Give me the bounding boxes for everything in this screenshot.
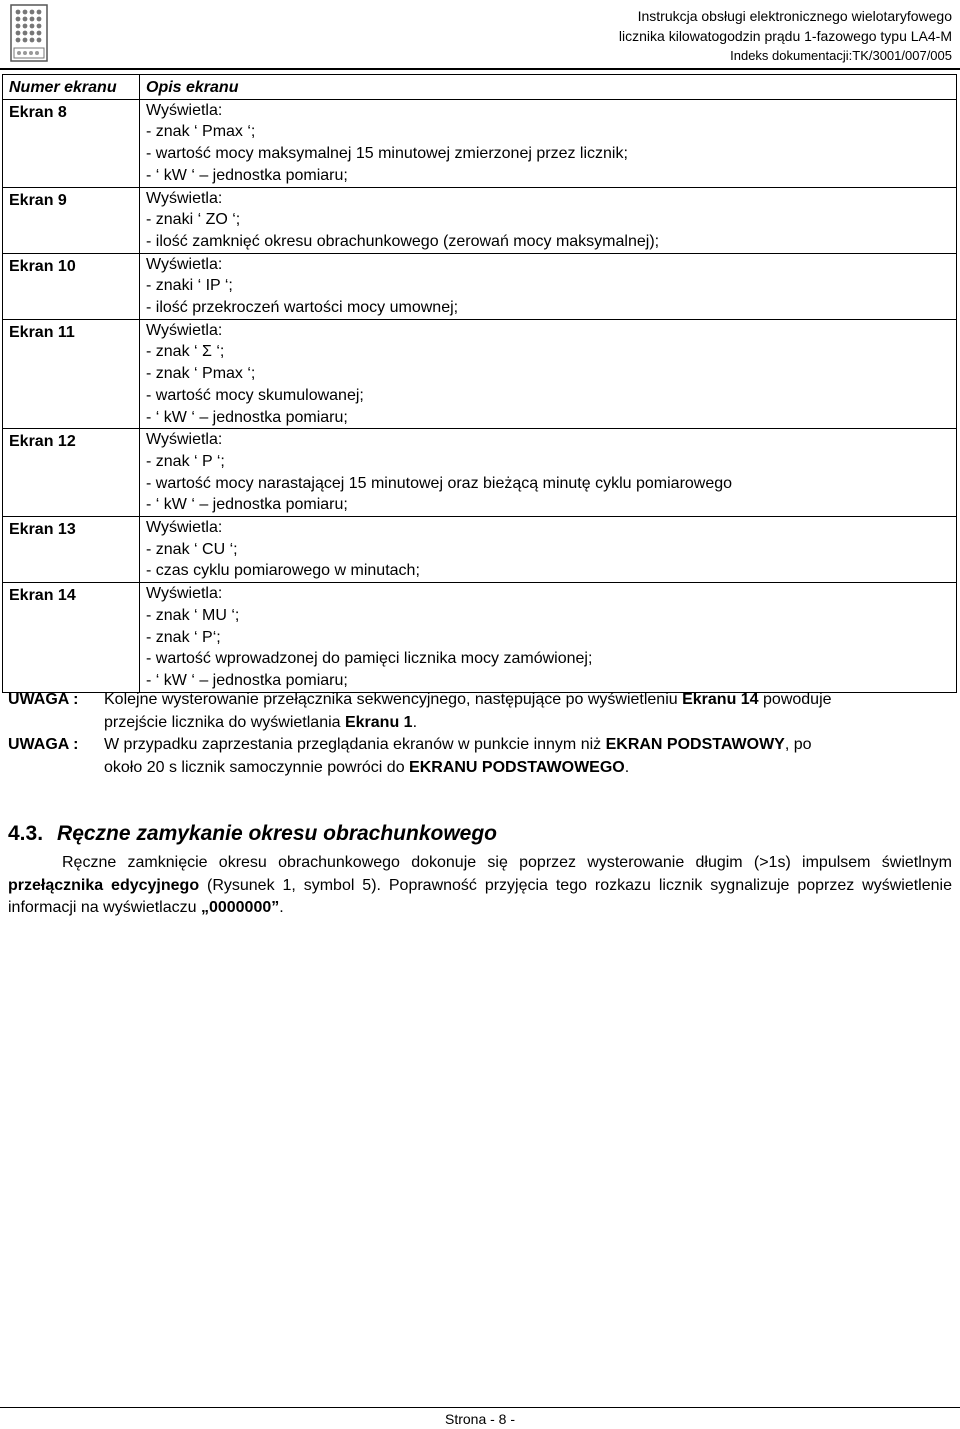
description-line: - wartość mocy maksymalnej 15 minutowej zmierzonej przez licznik; xyxy=(146,145,628,163)
screen-number: Ekran 10 xyxy=(3,253,140,319)
description-line: - wartość wprowadzonej do pamięci licznika mocy zamówionej; xyxy=(146,650,593,668)
description-line: - czas cyklu pomiarowego w minutach; xyxy=(146,562,420,580)
note-text-part: . xyxy=(412,713,418,731)
description-line: - ‘ kW ‘ – jednostka pomiaru; xyxy=(146,408,348,426)
description-line: - znak ‘ CU ‘; xyxy=(146,540,238,558)
note-text xyxy=(104,734,954,779)
note-bold: Ekranu 1 xyxy=(344,713,413,731)
section-title: Ręczne zamykanie okresu obrachunkowego xyxy=(57,822,498,845)
table-row xyxy=(3,99,957,187)
description-line: - wartość mocy skumulowanej; xyxy=(146,386,364,404)
description-line: - znak ‘ Pmax ‘; xyxy=(146,365,256,383)
note-bold: Ekranu 14 xyxy=(682,691,759,708)
description-line: - znak ‘ P ‘; xyxy=(146,452,225,470)
table-row xyxy=(3,187,957,253)
table-row xyxy=(3,429,957,517)
description-line: Wyświetla: xyxy=(146,519,223,537)
description-line: - ‘ kW ‘ – jednostka pomiaru; xyxy=(146,496,348,514)
screen-number: Ekran 9 xyxy=(3,187,140,253)
description-line: Wyświetla: xyxy=(146,585,223,603)
description-line: - wartość mocy narastającej 15 minutowej oraz bieżącą minutę cyklu pomiarowego xyxy=(146,474,733,492)
header-title-line2: licznika kilowatogodzin prądu 1-fazowego typu LA4-M xyxy=(618,28,952,44)
note-text xyxy=(104,689,954,734)
table-header-row xyxy=(3,75,957,100)
paragraph-text: (Rysunek 1, symbol 5). Poprawność przyjęcia tego rozkazu licznik sygnalizuje poprzez wyświetlenie informacji na wyświetlaczu xyxy=(8,876,952,916)
note-text-part: około 20 s licznik samoczynnie powróci do xyxy=(104,758,410,776)
header-doc-index: Indeks dokumentacji:TK/3001/007/005 xyxy=(730,48,952,63)
paragraph-bold: przełącznika edycyjnego xyxy=(8,876,200,894)
header-title-line1: Instrukcja obsługi elektronicznego wielotaryfowego xyxy=(637,8,952,24)
description-line: - znak ‘ Pmax ‘; xyxy=(146,123,256,141)
note-1 xyxy=(8,689,954,734)
description-line: Wyświetla: xyxy=(146,431,223,449)
table-row xyxy=(3,517,957,583)
page-header xyxy=(0,0,960,70)
notes xyxy=(8,689,954,779)
screen-description xyxy=(140,187,957,253)
screen-description xyxy=(140,583,957,693)
description-line: Wyświetla: xyxy=(146,255,223,273)
note-text-part: przejście licznika do wyświetlania xyxy=(104,713,345,731)
paragraph-text: Ręczne zamknięcie okresu obrachunkowego dokonuje się poprzez wysterowanie długim (>1s) impulsem świetlnym xyxy=(62,854,952,871)
note-text-part: . xyxy=(624,758,630,776)
screen-description xyxy=(140,319,957,429)
description-line: - ilość przekroczeń wartości mocy umownej; xyxy=(146,299,459,317)
description-line: - znak ‘ MU ‘; xyxy=(146,606,240,624)
description-line: Wyświetla: xyxy=(146,321,223,339)
company-logo-icon xyxy=(10,4,48,62)
note-bold: EKRANU PODSTAWOWEGO xyxy=(409,758,625,776)
note-bold: EKRAN PODSTAWOWY xyxy=(605,736,785,753)
table-row xyxy=(3,583,957,693)
screen-number: Ekran 12 xyxy=(3,429,140,517)
description-line: - ‘ kW ‘ – jednostka pomiaru; xyxy=(146,166,348,184)
description-line: - znaki ‘ IP ‘; xyxy=(146,277,233,295)
column-header-number: Numer ekranu xyxy=(3,75,140,100)
screen-number: Ekran 14 xyxy=(3,583,140,693)
paragraph-bold: „0000000” xyxy=(200,899,280,916)
note-text-part: Kolejne wysterowanie przełącznika sekwencyjnego, następujące po wyświetleniu xyxy=(104,691,683,708)
section-paragraph xyxy=(8,852,952,920)
description-line: - znak ‘ P‘; xyxy=(146,628,221,646)
screen-number: Ekran 11 xyxy=(3,319,140,429)
note-2 xyxy=(8,734,954,779)
section-number: 4.3. xyxy=(8,822,44,845)
description-line: Wyświetla: xyxy=(146,189,223,207)
description-line: - znaki ‘ ZO ‘; xyxy=(146,211,241,229)
note-label: UWAGA : xyxy=(8,736,79,753)
column-header-description: Opis ekranu xyxy=(140,75,957,100)
screen-description xyxy=(140,99,957,187)
footer-divider xyxy=(0,1407,960,1408)
description-line: - ilość zamknięć okresu obrachunkowego (zerowań mocy maksymalnej); xyxy=(146,232,660,250)
screen-description xyxy=(140,253,957,319)
screen-number: Ekran 13 xyxy=(3,517,140,583)
description-line: - znak ‘ Σ ‘; xyxy=(146,343,225,361)
header-text xyxy=(619,6,952,66)
header-divider xyxy=(0,68,960,70)
screen-description xyxy=(140,429,957,517)
section-heading xyxy=(8,822,497,846)
note-text-part: powoduje xyxy=(758,691,832,708)
table-row xyxy=(3,319,957,429)
description-line: - ‘ kW ‘ – jednostka pomiaru; xyxy=(146,671,348,689)
paragraph-text: . xyxy=(279,899,284,916)
table-row xyxy=(3,253,957,319)
description-line: Wyświetla: xyxy=(146,101,223,119)
page-number: Strona - 8 - xyxy=(444,1411,516,1427)
note-text-part: W przypadku zaprzestania przeglądania ekranów w punkcie innym niż xyxy=(104,736,606,753)
note-text-part: , po xyxy=(784,736,812,753)
note-label: UWAGA : xyxy=(8,691,79,708)
screens-table xyxy=(2,74,957,693)
screen-number: Ekran 8 xyxy=(3,99,140,187)
screen-description xyxy=(140,517,957,583)
